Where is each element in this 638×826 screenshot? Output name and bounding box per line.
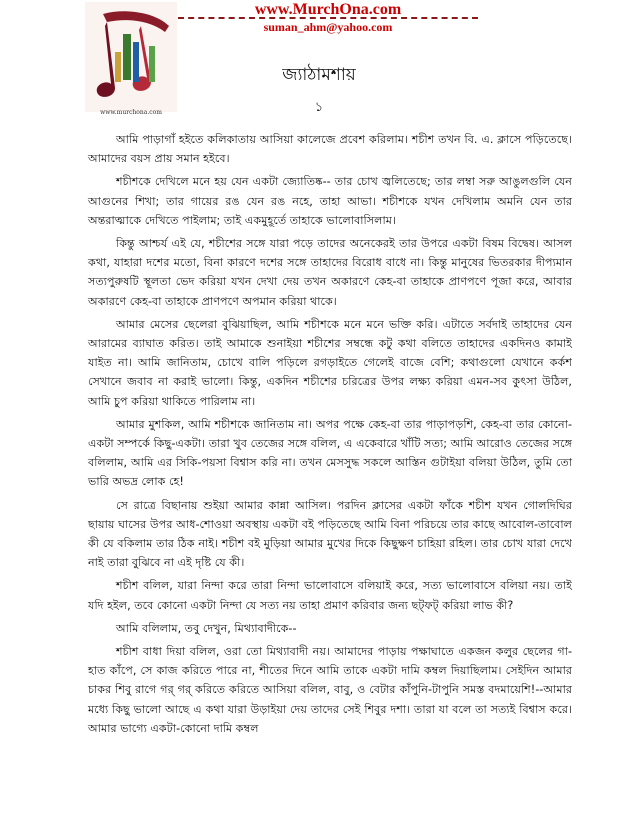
paragraph: শচীশ বলিল, যারা নিন্দা করে তারা নিন্দা ভালোবাসে বলিয়াই করে, সত্য ভালোবাসে বলিয়া নয়। তাই যদি হইল, তবে কোনো একটা নিন্দা যে সত্য নয় তাহা প্রমাণ করিবার জন্য ছট্‌ফট্ করিয়া লাভ কী? [88,579,572,612]
header-divider [178,17,478,19]
paragraph: শচীশ বাধা দিয়া বলিল, ওরা তো মিথ্যাবাদী নয়। আমাদের পাড়ায় পক্ষাঘাতে একজন কলুর ছেলের গা-হাত কাঁপে, সে কাজ করিতে পারে না, শীতের দিনে আমি তাকে একটা দামি কম্বল দিয়াছিলাম। সেইদিন আমার চাকর শিবু রাগে গর্ গর্ করিতে করিতে আসিয়া বলিল, বাবু, ও বেটার কাঁপুনি-টাপুনি সমস্ত বদমায়েশি!--আমার মধ্যে কিছু ভালো আছে এ কথা যারা উড়াইয়া দেয় তাদের সেই শিবুর দশা। তারা যা বলে তা সত্যই বিশ্বাস করে। আমার ভাগ্যে একটা-কোনো দামি কম্বল [88,645,572,735]
paragraph: কিন্তু আশ্চর্য এই যে, শচীশের সঙ্গে যারা পড়ে তাদের অনেকেরই তার উপরে একটা বিষম বিদ্বেষ। আসল কথা, যাহারা দশের মতো, বিনা কারণে দশের সঙ্গে তাহাদের বিরোধ বাধে না। কিন্তু মানুষের ভিতরকার দীপ্যমান সত্যপুরুষটি স্থূলতা ভেদ করিয়া যখন দেখা দেয় তখন অকারণে কেহ-বা তাহাকে প্রাণপণে পূজা করে, আবার অকারণে কেহ-বা তাহাকে প্রাণপণে অপমান করিয়া থাকে। [88,237,572,308]
music-note-logo-icon [85,2,177,112]
paragraph: আমি বলিলাম, তবু দেখুন, মিথ্যাবাদীকে-- [116,621,297,635]
email-link[interactable]: suman_ahm@yahoo.com [263,20,393,34]
story-title: জ্যাঠামশায় [282,65,356,85]
paragraph: শচীশকে দেখিলে মনে হয় যেন একটা জ্যোতিষ্ক-- তার চোখ জ্বলিতেছে; তার লম্বা সরু আঙুলগুলি যেন আগুনের শিখা; তার গায়ের রঙ যেন রঙ নহে, তাহা আভা। শচীশকে যখন দেখিলাম অমনি যেন তার অন্তরাত্মাকে দেখিতে পাইলাম; তাই একমুহূর্তে তাহাকে ভালোবাসিলাম। [88,175,572,227]
paragraph: আমার মুশকিল, আমি শচীশকে জানিতাম না। অপর পক্ষে কেহ-বা তার পাড়াপড়শি, কেহ-বা তার কোনো-একটা সম্পর্কে কিছু-একটা। তারা খুব তেজের সঙ্গে বলিল, এ একেবারে খাঁটি সত্য; আমি আরোও তেজের সঙ্গে বলিলাম, আমি এর সিকি-পয়সা বিশ্বাস করি না। তখন মেসসুদ্ধ সকলে আস্তিন গুটাইয়া বলিয়া উঠিল, তুমি তো ভারি অভদ্র লোক হে! [88,417,572,489]
story-body [88,130,572,742]
paragraph: আমার মেসের ছেলেরা বুঝিয়াছিল, আমি শচীশকে মনে মনে ভক্তি করি। এটাতে সর্বদাই তাহাদের যেন আরামের ব্যাঘাত করিত। তাই আমাকে শুনাইয়া শচীশের সম্বন্ধে কটু কথা বলিতে তাহাদের একদিনও কামাই যাইত না। আমি জানিতাম, চোখে বালি পড়িলে রগড়াইতে গেলেই বাজে বেশি; কথাগুলো যেখানে কর্কশ সেখানে জবাব না করাই ভালো। কিন্তু, একদিন শচীশের চরিত্রের উপর লক্ষ্য করিয়া এমন-সব কুৎসা উঠিল, আমি চুপ করিয়া থাকিতে পারিলাম না। [88,317,572,408]
site-link[interactable]: www.MurchOna.com [254,1,402,18]
logo-url: www.murchona.com [100,109,162,116]
chapter-number: ১ [314,100,324,115]
paragraph: আমি পাড়াগাঁ হইতে কলিকাতায় আসিয়া কালেজে প্রবেশ করিলাম। শচীশ তখন বি. এ. ক্লাসে পড়িতেছে। আমাদের বয়স প্রায় সমান হইবে। [88,133,572,166]
paragraph: সে রাত্রে বিছানায় শুইয়া আমার কান্না আসিল। পরদিন ক্লাসের একটা ফাঁকে শচীশ যখন গোলদিঘির ছায়ায় ঘাসের উপর আধ-শোওয়া অবস্থায় একটা বই পড়িতেছে আমি বিনা পরিচয়ে তার কাছে আবোল-তাবোল কী যে বকিলাম তার ঠিক নাই। শচীশ বই মুড়িয়া আমার মুখের দিকে কিছুক্ষণ চাহিয়া রহিল। তার চোখ যারা দেখে নাই তারা বুঝিবে না এই দৃষ্টি যে কী। [88,498,572,570]
